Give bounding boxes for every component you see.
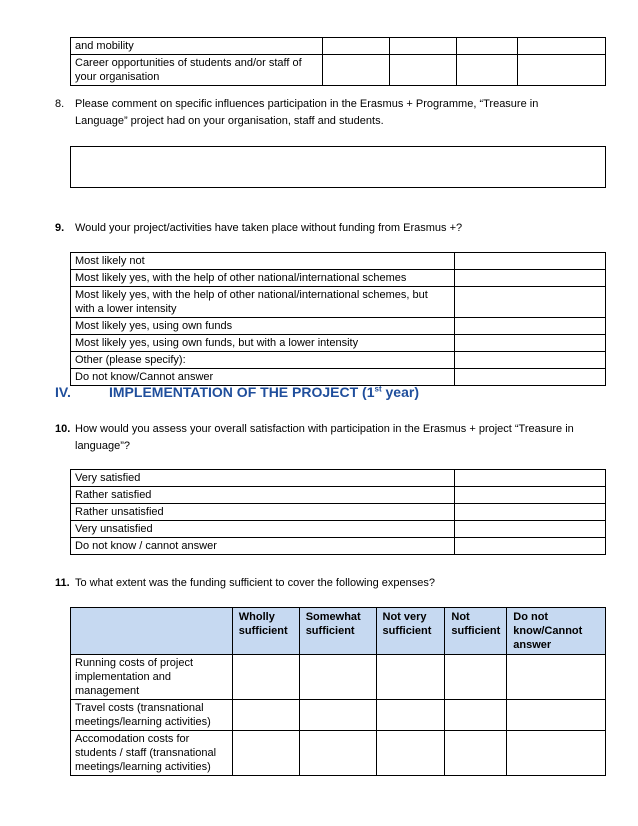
option-label: Very unsatisfied [71,521,455,538]
question-text: Would your project/activities have taken place without funding from Erasmus +? [75,222,463,234]
q9-table [70,252,606,386]
table-row [71,700,606,731]
table-row [71,352,606,369]
table-row [71,38,606,55]
q11-table [70,607,606,776]
section-number: IV. [55,384,71,400]
expense-label: Travel costs (transnational meetings/learning activities) [71,700,233,731]
option-label: Most likely yes, using own funds, but with a lower intensity [71,335,455,352]
option-label: Do not know / cannot answer [71,538,455,555]
column-header: Somewhat sufficient [299,608,376,655]
answer-cell[interactable] [455,270,606,287]
table-row [71,318,606,335]
question-text: How would you assess your overall satisfaction with participation in the Erasmus + project “Treasure in language”? [75,423,574,452]
answer-cell[interactable] [299,700,376,731]
table-row [71,287,606,318]
question-text: Please comment on specific influences participation in the Erasmus + Programme, “Treasure in Language” project had on your organisation, staff and students. [75,98,539,127]
answer-cell[interactable] [457,55,518,86]
table-row [71,270,606,287]
option-label: Most likely not [71,253,455,270]
answer-cell[interactable] [376,700,445,731]
answer-cell[interactable] [390,38,457,55]
answer-cell[interactable] [507,700,606,731]
answer-cell[interactable] [376,655,445,700]
answer-cell[interactable] [232,731,299,776]
answer-cell[interactable] [445,731,507,776]
option-label: Other (please specify): [71,352,455,369]
table-row [71,731,606,776]
answer-cell[interactable] [299,731,376,776]
table-row [71,521,606,538]
column-header: Wholly sufficient [232,608,299,655]
option-label: Do not know/Cannot answer [71,369,455,386]
answer-cell[interactable] [455,287,606,318]
answer-cell[interactable] [455,369,606,386]
answer-cell[interactable] [455,538,606,555]
answer-cell[interactable] [232,655,299,700]
table-row [71,538,606,555]
answer-cell[interactable] [518,38,606,55]
table-row [71,253,606,270]
answer-cell[interactable] [445,700,507,731]
table-row [71,55,606,86]
answer-cell[interactable] [455,521,606,538]
question-text: To what extent was the funding sufficient to cover the following expenses? [75,577,435,589]
answer-cell[interactable] [445,655,507,700]
table-row [71,470,606,487]
answer-cell[interactable] [376,731,445,776]
q10-table [70,469,606,555]
answer-cell[interactable] [507,655,606,700]
column-header: Not very sufficient [376,608,445,655]
column-header: Do not know/Cannot answer [507,608,606,655]
option-label: Most likely yes, with the help of other national/international schemes, but with a lower intensity [71,287,455,318]
question-number: 8. [55,98,65,110]
comment-box[interactable] [70,146,606,188]
answer-cell[interactable] [455,335,606,352]
expense-label: Accomodation costs for students / staff (transnational meetings/learning activities) [71,731,233,776]
option-label: Most likely yes, with the help of other national/international schemes [71,270,455,287]
header-row [71,608,606,655]
row-label: and mobility [71,38,323,55]
answer-cell[interactable] [322,38,390,55]
table-row [71,335,606,352]
answer-cell[interactable] [232,700,299,731]
answer-cell[interactable] [390,55,457,86]
answer-cell[interactable] [507,731,606,776]
answer-cell[interactable] [455,253,606,270]
question-number: 10. [55,423,71,435]
table-row [71,487,606,504]
answer-cell[interactable] [455,352,606,369]
option-label: Rather satisfied [71,487,455,504]
table-row [71,504,606,521]
header-blank [71,608,233,655]
table-row [71,655,606,700]
expense-label: Running costs of project implementation and management [71,655,233,700]
table-row [71,369,606,386]
answer-cell[interactable] [299,655,376,700]
answer-cell[interactable] [455,318,606,335]
q7-table [70,37,606,86]
answer-cell[interactable] [455,470,606,487]
section-title: IMPLEMENTATION OF THE PROJECT (1st year) [109,384,419,400]
answer-cell[interactable] [455,487,606,504]
question-number: 9. [55,222,65,234]
row-label: Career opportunities of students and/or staff of your organisation [71,55,323,86]
answer-cell[interactable] [322,55,390,86]
option-label: Rather unsatisfied [71,504,455,521]
answer-cell[interactable] [518,55,606,86]
answer-cell[interactable] [455,504,606,521]
option-label: Very satisfied [71,470,455,487]
question-number: 11. [55,577,70,589]
column-header: Not sufficient [445,608,507,655]
answer-cell[interactable] [457,38,518,55]
option-label: Most likely yes, using own funds [71,318,455,335]
